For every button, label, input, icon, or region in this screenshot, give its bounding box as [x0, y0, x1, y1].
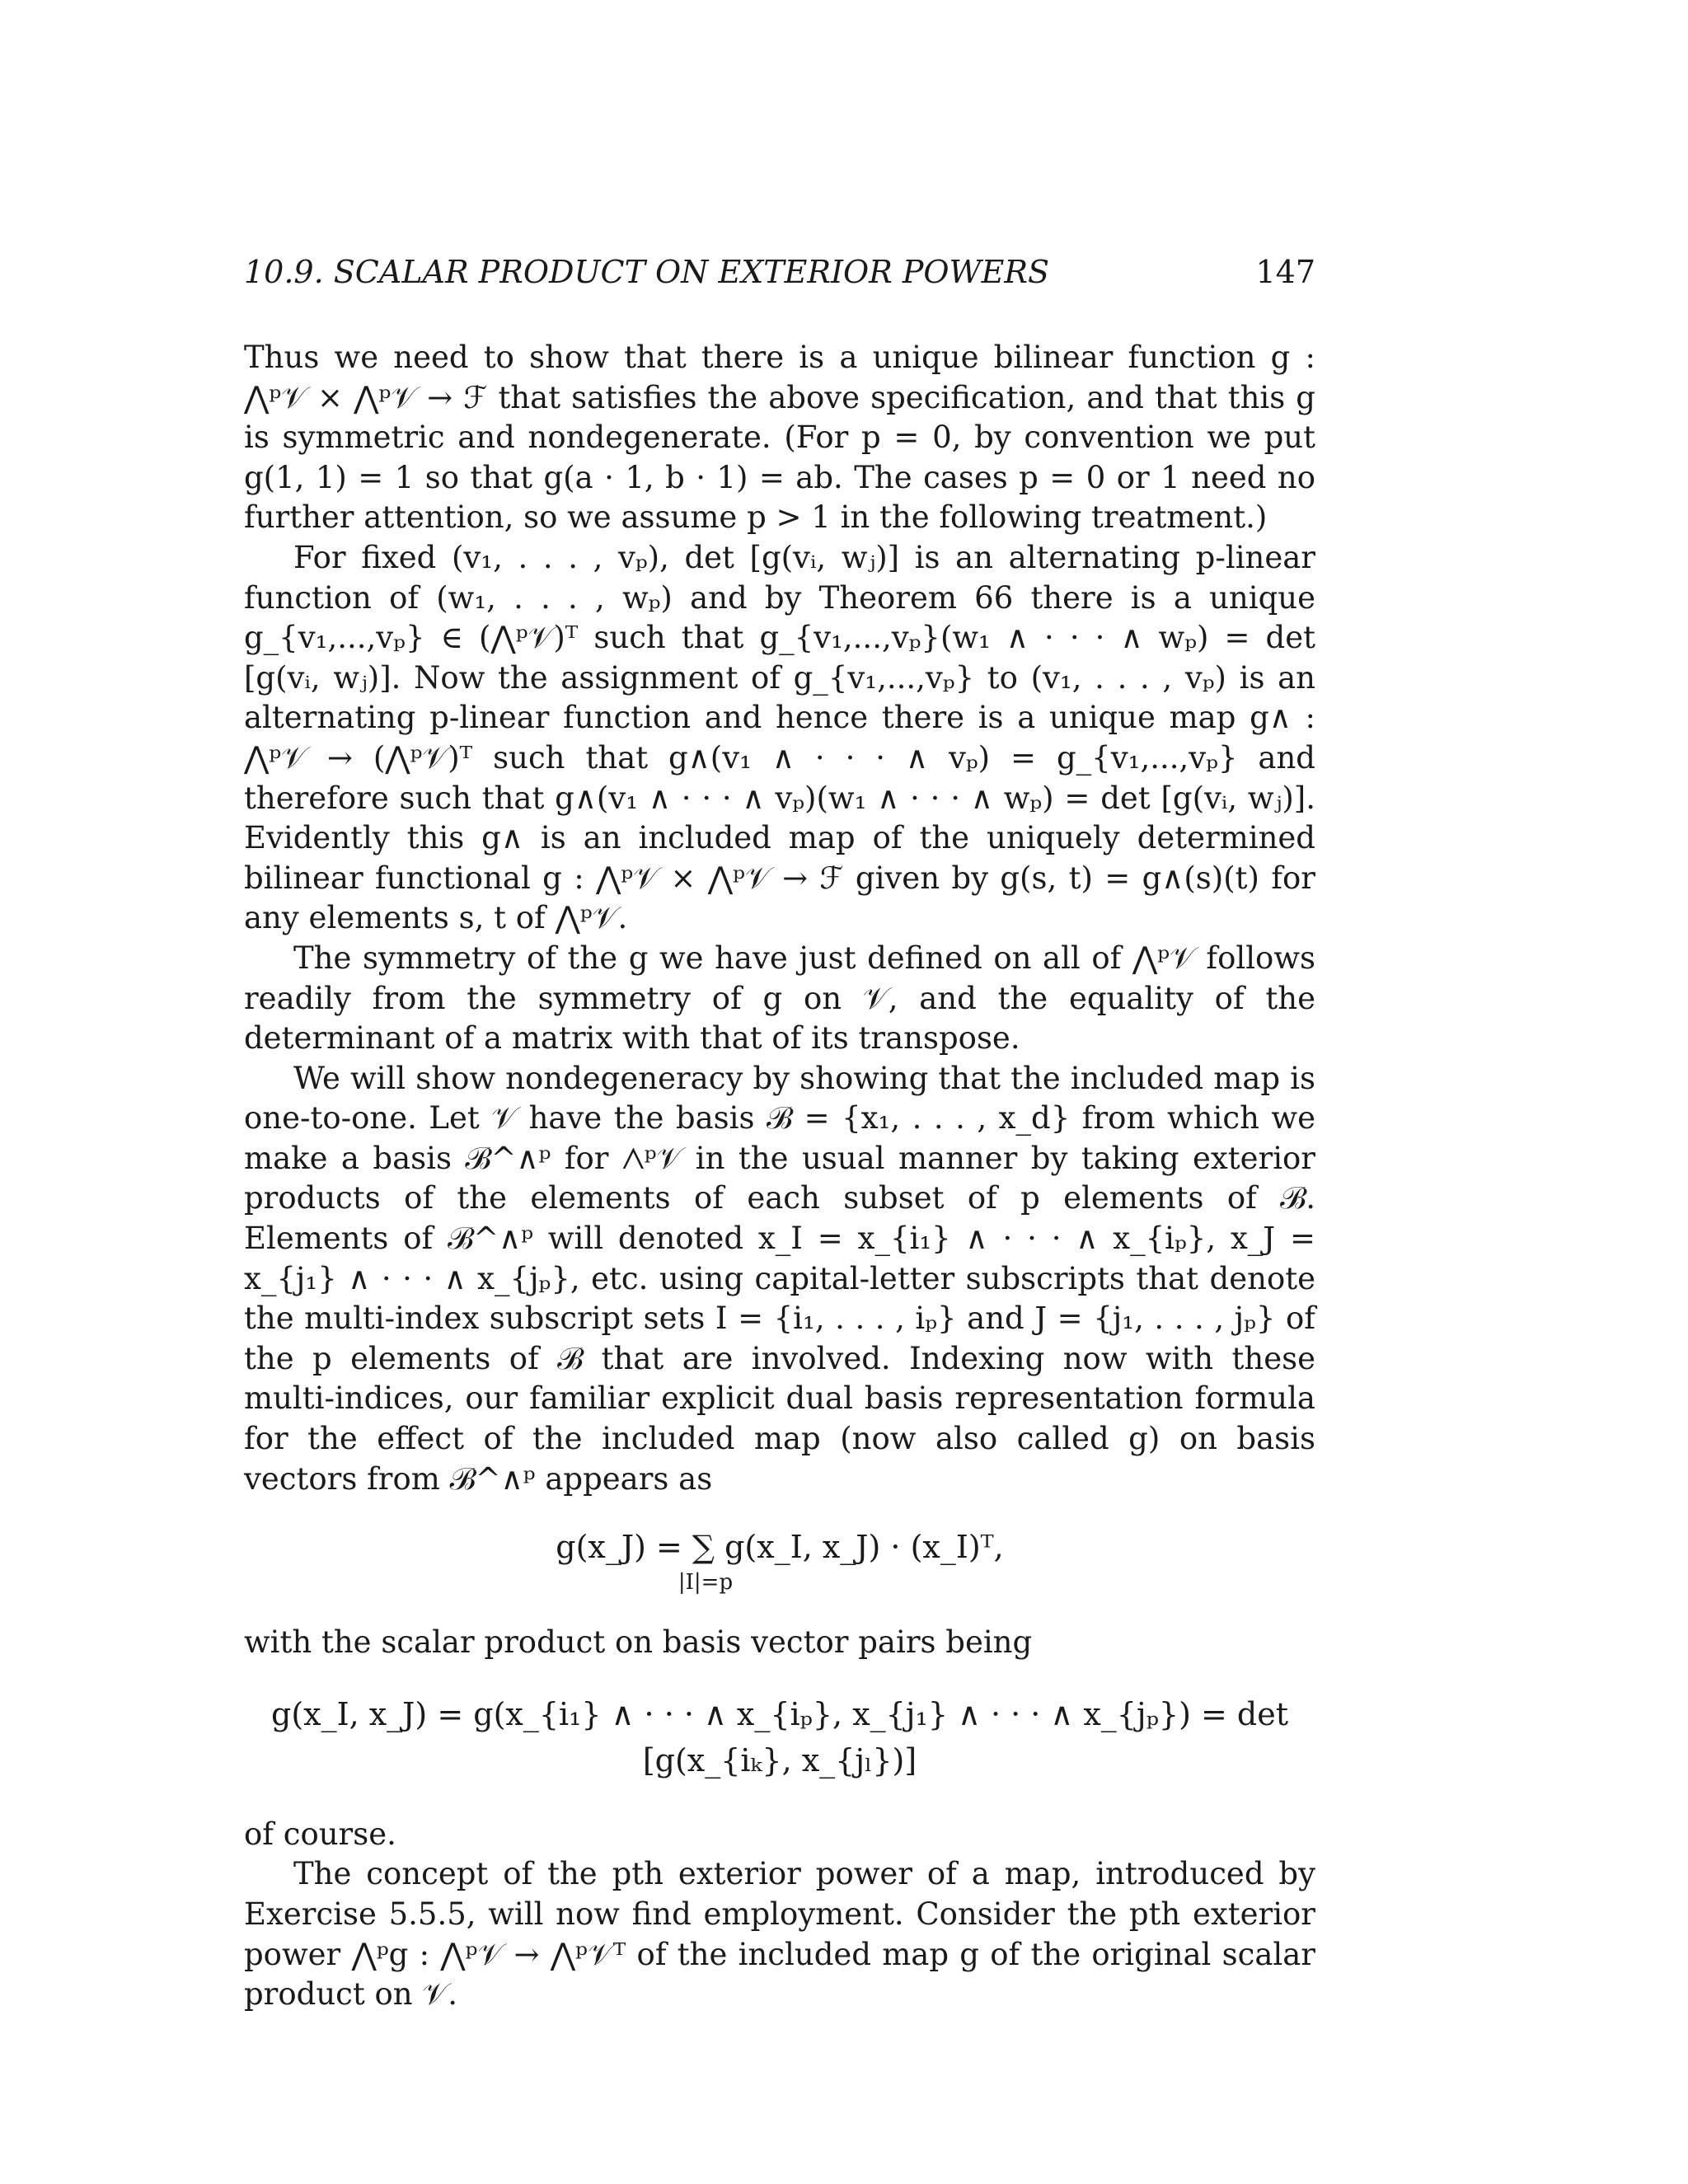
display-equation-1: [244, 1524, 1315, 1595]
paragraph-7: The concept of the pth exterior power of a map, introduced by Exercise 5.5.5, will now find employment. Consider the pth exterior power ⋀ᵖg : ⋀ᵖ𝒱 → ⋀ᵖ𝒱ᵀ of the included map g of the original scalar product on 𝒱.: [244, 1856, 1315, 2013]
body-text: [244, 338, 1315, 2015]
equation-1: g(x_J) = ∑ g(x_I, x_J) · (x_I)ᵀ,: [556, 1529, 1004, 1566]
paragraph-6: of course.: [244, 1816, 396, 1852]
display-equation-2: [244, 1691, 1315, 1783]
equation-2: g(x_I, x_J) = g(x_{i₁} ∧ · · · ∧ x_{iₚ}, x_{j₁} ∧ · · · ∧ x_{jₚ}) = det [g(x_{iₖ}, x_{jₗ})]: [271, 1695, 1288, 1779]
summation-index: |I|=p: [678, 1570, 734, 1596]
page-number: 147: [1255, 254, 1315, 290]
paragraph-4: We will show nondegeneracy by showing that the included map is one-to-one. Let 𝒱 have the basis ℬ = {x₁, . . . , x_d} from which we make a basis ℬ^∧ᵖ for ⋀ᵖ𝒱 in the usual manner by taking exterior products of the elements of each subset of p elements of ℬ. Elements of ℬ^∧ᵖ will denoted x_I = x_{i₁} ∧ · · · ∧ x_{iₚ}, x_J = x_{j₁} ∧ · · · ∧ x_{jₚ}, etc. using capital-letter subscripts that denote the multi-index subscript sets I = {i₁, . . . , iₚ} and J = {j₁, . . . , jₚ} of the p elements of ℬ that are involved. Indexing now with these multi-indices, our familiar explicit dual basis representation formula for the effect of the included map (now also called g) on basis vectors from ℬ^∧ᵖ appears as: [244, 1060, 1315, 1497]
paragraph-1: Thus we need to show that there is a unique bilinear function g : ⋀ᵖ𝒱 × ⋀ᵖ𝒱 → ℱ that satisfies the above specification, and that this g is symmetric and nondegenerate. (For p = 0, by convention we put g(1, 1) = 1 so that g(a · 1, b · 1) = ab. The cases p = 0 or 1 need no further attention, so we assume p > 1 in the following treatment.): [244, 340, 1315, 536]
paragraph-2: For fixed (v₁, . . . , vₚ), det [g(vᵢ, wⱼ)] is an alternating p-linear function of (w₁, . . . , wₚ) and by Theorem 66 there is a unique g_{v₁,...,vₚ} ∈ (⋀ᵖ𝒱)ᵀ such that g_{v₁,...,vₚ}(w₁ ∧ · · · ∧ wₚ) = det [g(vᵢ, wⱼ)]. Now the assignment of g_{v₁,...,vₚ} to (v₁, . . . , vₚ) is an alternating p-linear function and hence there is a unique map g∧ : ⋀ᵖ𝒱 → (⋀ᵖ𝒱)ᵀ such that g∧(v₁ ∧ · · · ∧ vₚ) = g_{v₁,...,vₚ} and therefore such that g∧(v₁ ∧ · · · ∧ vₚ)(w₁ ∧ · · · ∧ wₚ) = det [g(vᵢ, wⱼ)]. Evidently this g∧ is an included map of the uniquely determined bilinear functional g : ⋀ᵖ𝒱 × ⋀ᵖ𝒱 → ℱ given by g(s, t) = g∧(s)(t) for any elements s, t of ⋀ᵖ𝒱.: [244, 539, 1315, 936]
running-head: 10.9. SCALAR PRODUCT ON EXTERIOR POWERS: [244, 254, 1049, 290]
paragraph-3: The symmetry of the g we have just defined on all of ⋀ᵖ𝒱 follows readily from the symmetry of g on 𝒱, and the equality of the determinant of a matrix with that of its transpose.: [244, 940, 1315, 1057]
paragraph-5: with the scalar product on basis vector pairs being: [244, 1624, 1033, 1661]
